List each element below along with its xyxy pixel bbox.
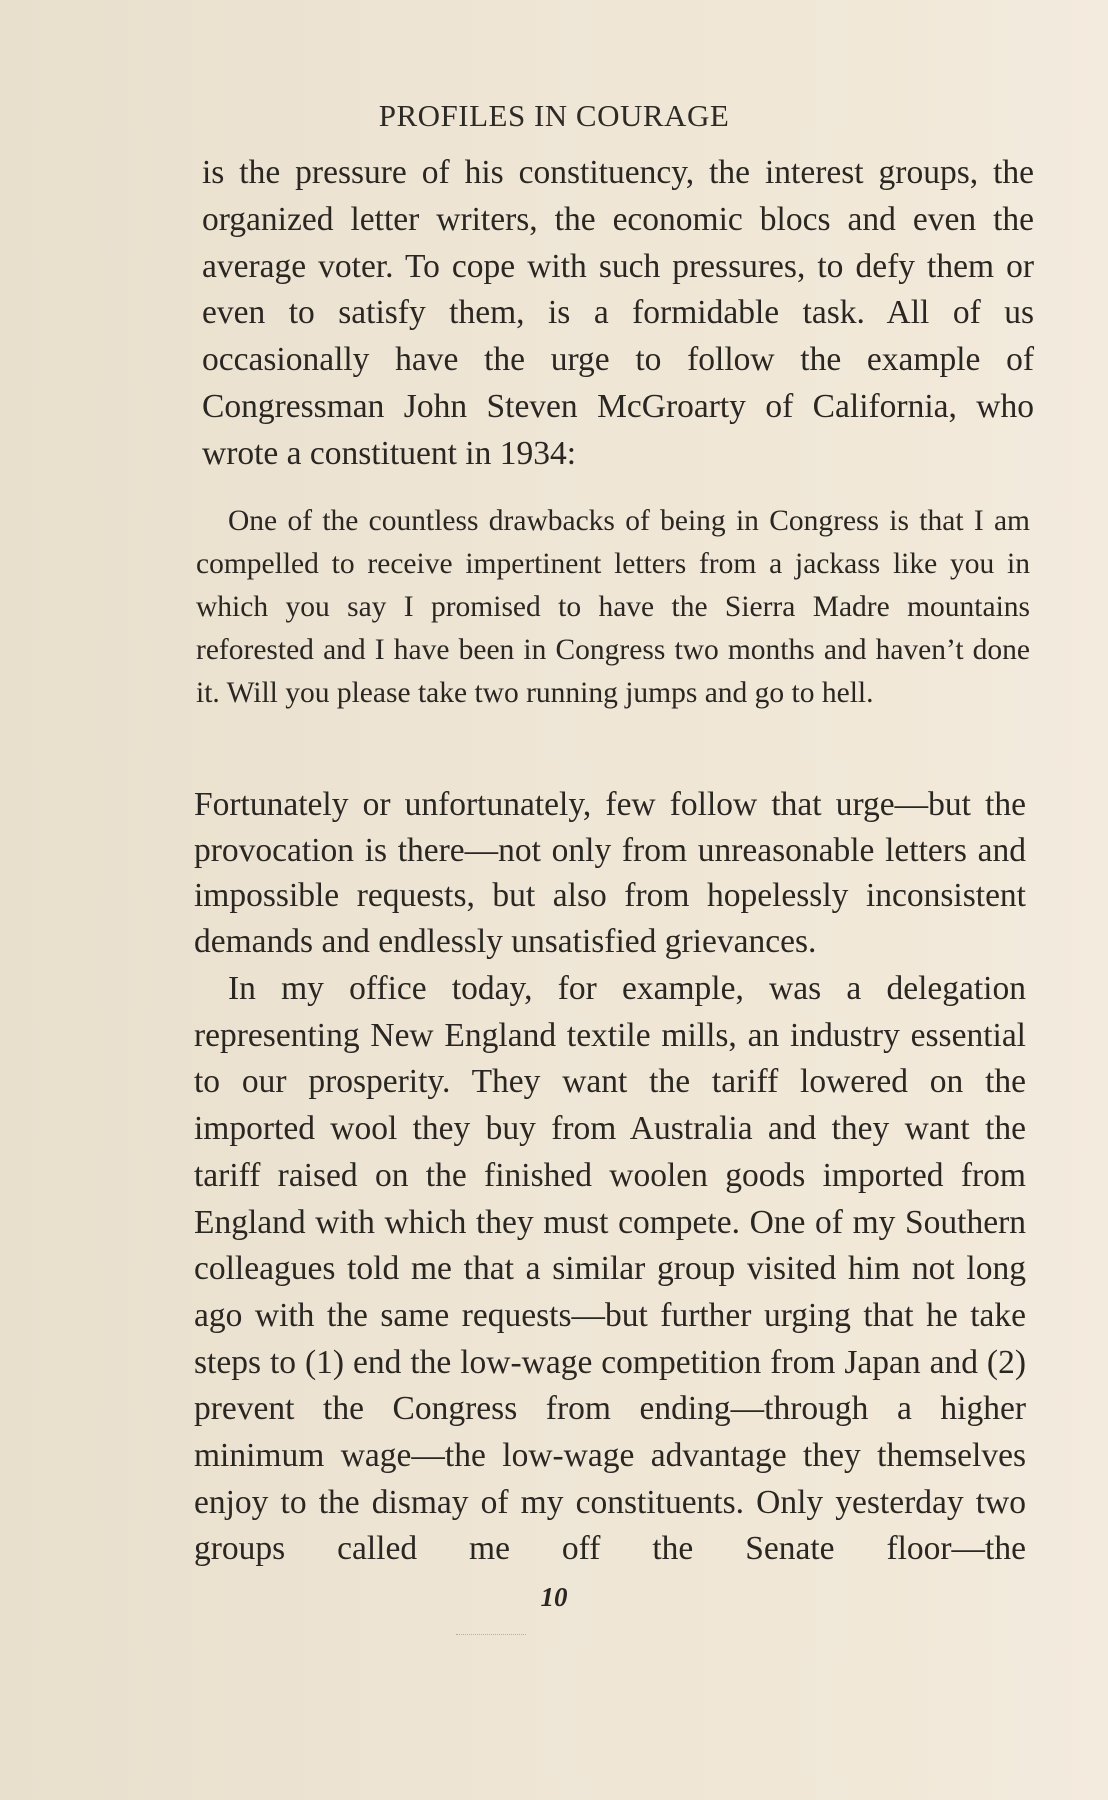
block-quote-mcgroarty-letter: One of the countless drawbacks of being in Congress is that I am compelled to receive impertinent letters from a jackass like you in which you say I promised to have the Sierra Madre mountains reforested and I have been in Congress two months and haven’t done it. Will you please take two running jumps and go to hell. — [196, 505, 1030, 709]
paragraph-constituency-pressure: is the pressure of his constituency, the interest groups, the organized letter writers, the economic blocs and even the average voter. To cope with such pressures, to defy them or even to satisfy them, is a formidable task. All of us occasionally have the urge to follow the example of Congressman John Steven McGroarty of California, who wrote a constituent in 1934: — [202, 154, 1034, 472]
paragraph-provocation: Fortunately or unfortunately, few follow that urge—but the provocation is there—not only from unreasonable letters and impossible requests, but also from hopelessly inconsistent demands and endlessly unsatisfied grievances. — [194, 786, 1026, 960]
running-head: PROFILES IN COURAGE — [378, 98, 730, 133]
paragraph-textile-delegation: In my office today, for example, was a delegation representing New England textile mills, an industry essential to our prosperity. They want the tariff lowered on the imported wool they buy from Australia and they want the tariff raised on the finished woolen goods imported from England with which they must compete. One of my Southern colleagues told me that a similar group visited him not long ago with the same requests—but further urging that he take steps to (1) end the low-wage competition from Japan and (2) prevent the Congress from ending—through a higher minimum wage—the low-wage advantage they themselves enjoy to the dismay of my constituents. Only yesterday two groups called me off the Senate floor—the — [194, 970, 1026, 1568]
page-number: 10 — [540, 1582, 568, 1612]
print-mark — [456, 1634, 526, 1637]
